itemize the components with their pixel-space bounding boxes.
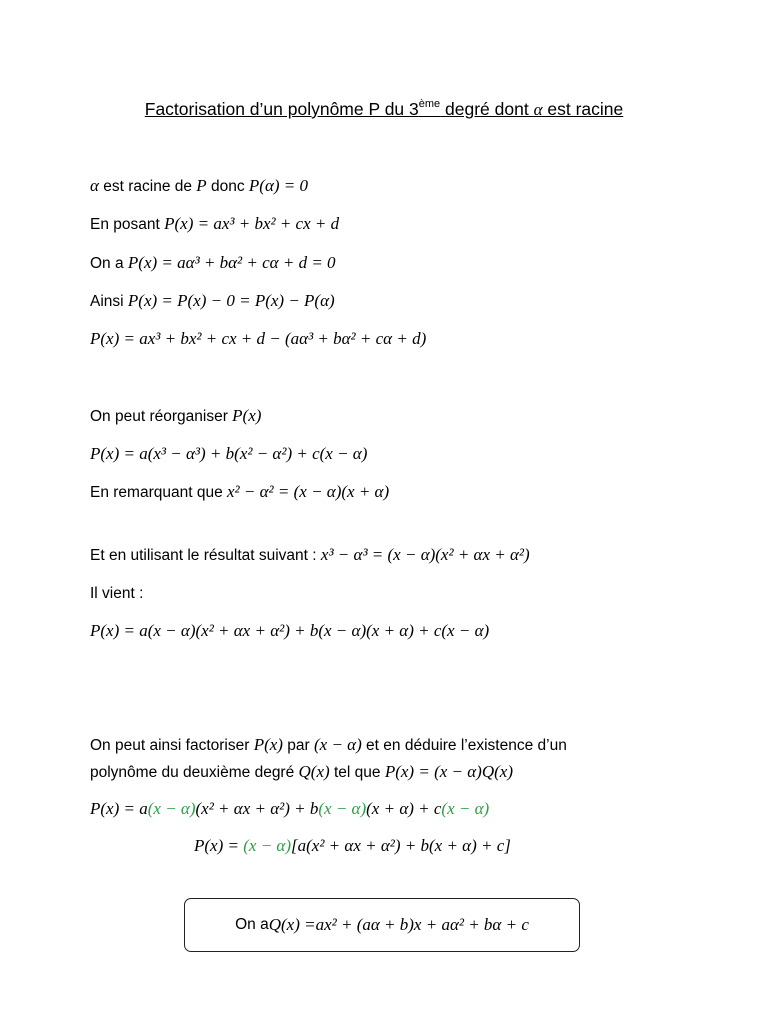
line-on-a: On a P(x) = aα³ + bα² + cα + d = 0: [90, 253, 336, 272]
line-alpha-root: α est racine de P donc P(α) = 0: [90, 176, 309, 195]
line-px-highlighted: P(x) = a(x − α)(x² + αx + α²) + b(x − α)(x + α) + c(x − α): [90, 799, 490, 818]
line-px-regroup: P(x) = a(x³ − α³) + b(x² − α²) + c(x − α): [90, 444, 368, 463]
highlight-factor: (x − α): [318, 799, 367, 818]
result-text: On a: [235, 916, 269, 933]
result-lhs: Q(x) =: [268, 915, 316, 934]
highlight-factor: (x − α): [147, 799, 196, 818]
highlight-factor: (x − α): [441, 799, 490, 818]
line-polynome-degre2: polynôme du deuxième degré Q(x) tel que P(x) = (x − α)Q(x): [90, 762, 513, 781]
line-px-factored-partial: P(x) = a(x − α)(x² + αx + α²) + b(x − α)(x + α) + c(x − α): [90, 621, 490, 640]
line-ainsi: Ainsi P(x) = P(x) − 0 = P(x) − P(α): [90, 291, 335, 310]
page-title: [0, 92, 768, 122]
line-px-diff: P(x) = ax³ + bx² + cx + d − (aα³ + bα² + cα + d): [90, 329, 427, 348]
highlight-factor: (x − α): [243, 836, 291, 855]
line-en-posant: En posant P(x) = ax³ + bx² + cx + d: [90, 214, 340, 233]
line-px-final: P(x) = (x − α)[a(x² + αx + α²) + b(x + α) + c]: [194, 836, 511, 855]
result-rhs: ax² + (aα + b)x + aα² + bα + c: [315, 915, 529, 934]
line-factoriser: On peut ainsi factoriser P(x) par (x − α) et en déduire l’existence d’un: [90, 735, 567, 754]
line-en-remarquant: En remarquant que x² − α² = (x − α)(x + α): [90, 482, 390, 501]
line-reorganiser: On peut réorganiser P(x): [90, 406, 262, 425]
line-resultat-suivant: Et en utilisant le résultat suivant : x³ − α³ = (x − α)(x² + αx + α²): [90, 545, 530, 564]
title-text: Factorisation d’un polynôme P du 3ème degré dont α est racine: [144, 98, 624, 119]
result-box: [184, 898, 580, 952]
line-il-vient: Il vient :: [90, 585, 144, 602]
